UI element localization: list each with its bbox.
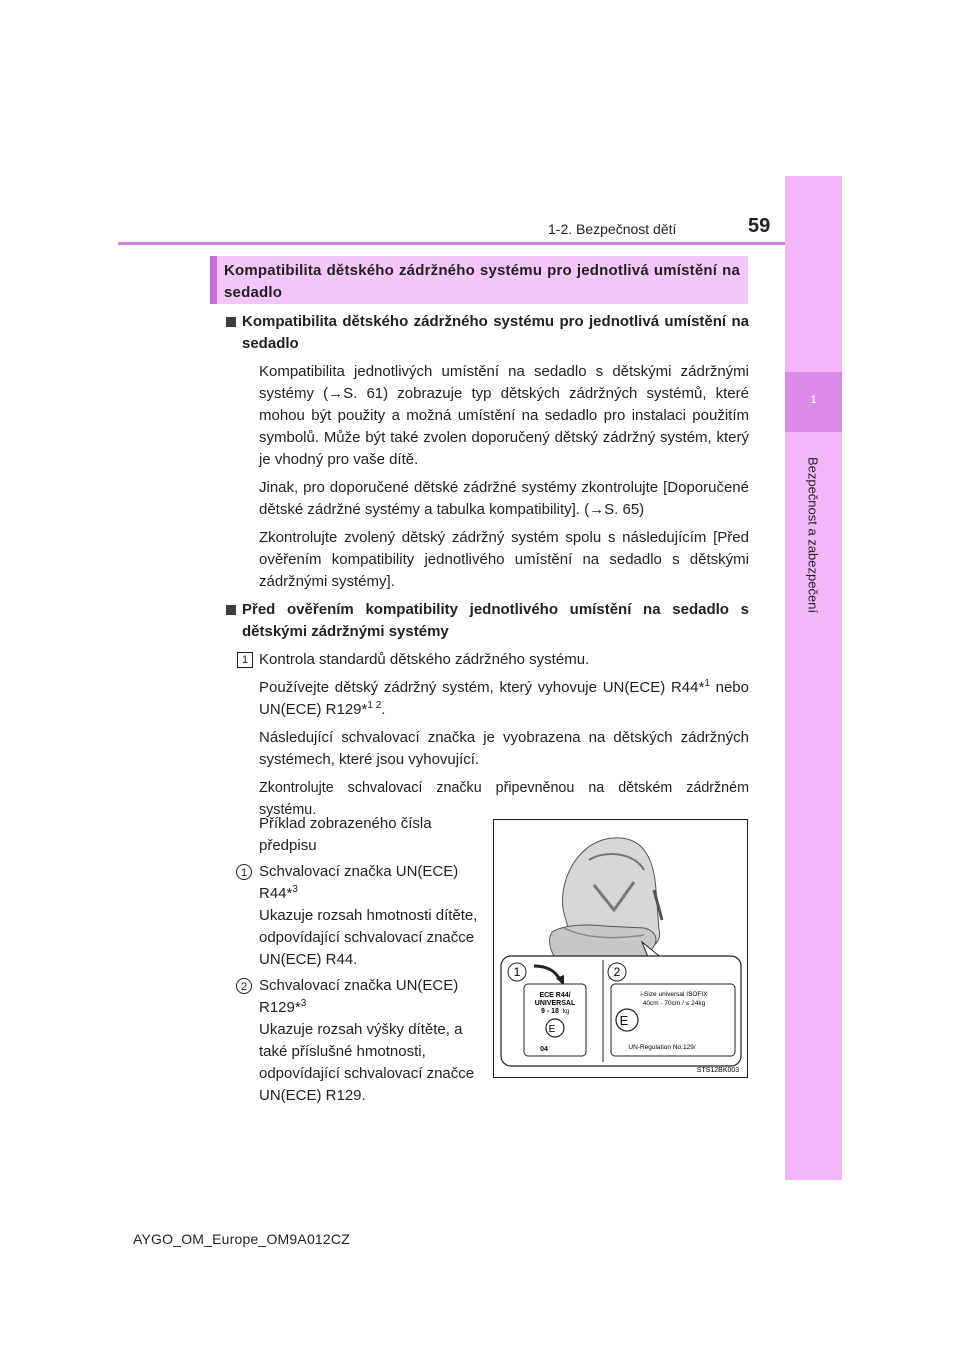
main-content	[226, 311, 749, 827]
footnote-ref-1: 1	[704, 678, 710, 689]
chapter-sidebar	[785, 176, 842, 1180]
r44-label-unit: kg	[562, 1009, 570, 1015]
step-number-box: 1	[237, 652, 253, 668]
paragraph-4-part-a: Používejte dětský zádržný systém, který vyhovuje UN(ECE) R44*	[259, 679, 705, 696]
callout-number-2: 2	[236, 978, 252, 994]
paragraph-4-part-b: nebo UN(ECE) R129*	[259, 679, 749, 718]
page-number: 59	[748, 215, 771, 237]
paragraph-4-part-c: .	[381, 701, 386, 718]
item-1-footnote: 3	[292, 884, 298, 895]
approval-mark-figure	[493, 819, 748, 1078]
example-item-1	[240, 861, 489, 971]
figure-id: STS12BK003	[696, 1067, 740, 1074]
r129-label-line2: 40cm - 70cm / ≤ 24kg	[642, 1000, 706, 1007]
step-1-text: Kontrola standardů dětského zádržného systému.	[259, 651, 590, 668]
section-title: Kompatibilita dětského zádržného systému pro jednotlivá umístění na sedadlo	[224, 262, 740, 301]
paragraph-1: Kompatibilita jednotlivých umístění na sedadlo s dětskými zádržnými systémy (→S. 61) zobrazuje typ dětských zádržných systémů, které mohou být použity a možná umístění na sedadlo pro instalaci použitím symbolů. Může být také zvolen doporučený dětský zádržný systém, který je vhodný pro vaše dítě.	[259, 363, 749, 468]
r44-label-line2: UNIVERSAL	[534, 1000, 576, 1007]
callout-number-1: 1	[236, 864, 252, 880]
r44-label-line1: ECE R44/	[539, 992, 571, 999]
chapter-number: 1	[810, 394, 817, 406]
paragraph-3: Zkontrolujte zvolený dětský zádržný systém spolu s následujícím [Před ověřením kompatibility jednotlivého umístění na sedadlo s dětskými zádržnými systémy].	[259, 529, 749, 590]
header-section-title: 1-2. Bezpečnost dětí	[548, 221, 677, 237]
chapter-title: Bezpečnost a zabezpečení	[805, 456, 821, 614]
heading-before-check: Před ověřením kompatibility jednotlivého umístění na sedadlo s dětskými zádržnými systémy	[226, 599, 749, 643]
section-title-box	[210, 256, 748, 304]
paragraph-6: Zkontrolujte schvalovací značku připevněnou na dětském zádržném systému.	[259, 780, 749, 818]
header-rule	[118, 242, 785, 245]
step-1	[226, 649, 749, 671]
r44-label-line3: 9 - 18	[541, 1008, 559, 1015]
footer-doc-code: AYGO_OM_Europe_OM9A012CZ	[133, 1231, 350, 1247]
heading-compatibility: Kompatibilita dětského zádržného systému pro jednotlivá umístění na sedadlo	[226, 311, 749, 355]
figure-callout-1-label: 1	[513, 965, 521, 979]
r44-label-code: 04	[540, 1046, 548, 1053]
r129-label-regulation: UN-Regulation No.129/	[628, 1044, 696, 1051]
item-2-desc: Ukazuje rozsah výšky dítěte, a také příslušné hmotnosti, odpovídající schvalovací značce UN(ECE) R129.	[259, 1021, 475, 1104]
r129-label-line1: i-Size universal ISOFIX	[640, 991, 708, 998]
example-column	[240, 813, 489, 1111]
r44-e-mark: E	[548, 1024, 556, 1035]
paragraph-5: Následující schvalovací značka je vyobrazena na dětských zádržných systémech, které jsou vyhovující.	[259, 729, 749, 768]
item-2-footnote: 3	[300, 998, 307, 1009]
item-1-title: Schvalovací značka UN(ECE) R44*	[259, 863, 459, 902]
example-item-2	[240, 975, 489, 1107]
r129-e-mark: E	[619, 1013, 629, 1028]
figure-illustration	[494, 820, 747, 1077]
example-intro: Příklad zobrazeného čísla předpisu	[259, 815, 432, 854]
paragraph-4	[226, 677, 749, 721]
figure-callout-2-label: 2	[613, 965, 621, 979]
chapter-number-tab	[785, 372, 842, 432]
paragraph-2: Jinak, pro doporučené dětské zádržné systémy zkontrolujte [Doporučené dětské zádržné systémy a tabulka kompatibility]. (→S. 65)	[259, 479, 749, 518]
footnote-ref-2: 1 2	[367, 700, 382, 711]
item-1-desc: Ukazuje rozsah hmotnosti dítěte, odpovídající schvalovací značce UN(ECE) R44.	[259, 907, 478, 968]
item-2-title: Schvalovací značka UN(ECE) R129*	[259, 977, 459, 1016]
